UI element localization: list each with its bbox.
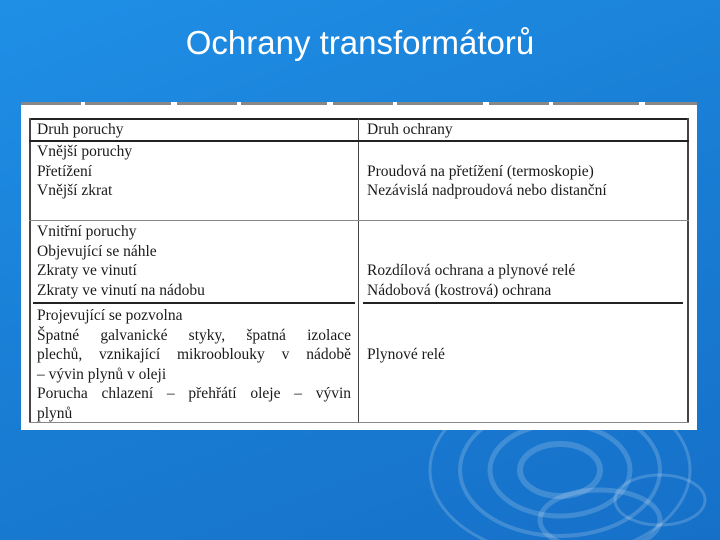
table-border-right [687,118,689,423]
row-external-fault: Vnější poruchy Přetížení Vnější zkrat [37,143,133,199]
table-border-left [29,118,31,423]
table-border-top [29,118,689,120]
row-divider [363,302,683,304]
row-internal-fault: Vnitřní poruchy Objevující se náhle Zkraty ve vinutí Zkraty ve vinutí na nádobu [37,223,205,299]
header-protection: Druh ochrany [367,121,453,138]
column-divider [358,118,359,423]
row-divider [29,220,689,221]
row-gradual-protection: Plynové relé [367,346,445,363]
row-internal-protection: Rozdílová ochrana a plynové relé Nádobová (kostrová) ochrana [367,262,576,299]
row-external-protection: Proudová na přetížení (termoskopie) Nezávislá nadproudová nebo distanční [367,162,607,199]
header-fault: Druh poruchy [37,121,124,138]
protection-table [21,102,697,430]
row-divider [33,302,355,304]
row-gradual-fault: Projevující se pozvolna Špatné galvanické styky, špatná izolace plechů, vznikající mikrooblouky v nádobě – vývin plynů v oleji Porucha chlazení – přehřátí oleje – vývin plynů [37,307,351,422]
slide-title: Ochrany transformátorů [185,24,535,61]
